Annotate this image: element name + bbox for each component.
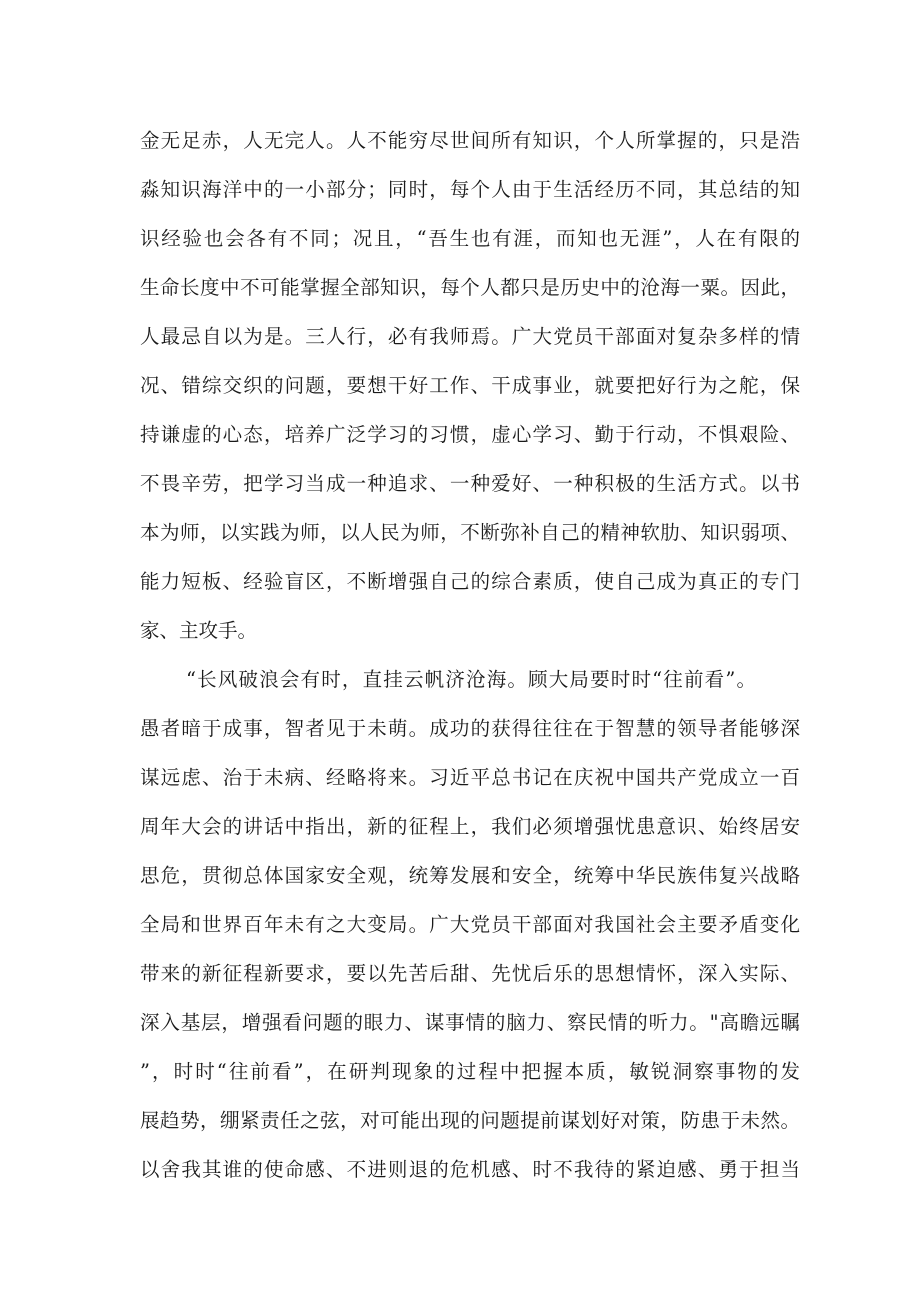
text-line: 生命长度中不可能掌握全部知识，每个人都只是历史中的沧海一粟。因此， [140,276,800,299]
text-line: ”，时时“往前看”，在研判现象的过程中把握本质，敏锐洞察事物的发 [140,1060,800,1083]
text-line: 本为师，以实践为师，以人民为师，不断弥补自己的精神软肋、知识弱项、 [140,521,800,544]
text-line: 持谦虚的心态，培养广泛学习的习惯，虚心学习、勤于行动，不惧艰险、 [140,423,800,446]
text-line: 能力短板、经验盲区，不断增强自己的综合素质，使自己成为真正的专门 [140,570,800,593]
text-line: 带来的新征程新要求，要以先苦后甜、先忧后乐的思想情怀，深入实际、 [140,962,800,985]
text-line: 识经验也会各有不同；况且，“吾生也有涯，而知也无涯”，人在有限的 [140,227,800,250]
text-line: 思危，贯彻总体国家安全观，统筹发展和安全，统筹中华民族伟复兴战略 [140,864,800,887]
text-line: 谋远虑、治于未病、经略将来。习近平总书记在庆祝中国共产党成立一百 [140,766,800,789]
text-line: 淼知识海洋中的一小部分；同时，每个人由于生活经历不同，其总结的知 [140,178,800,201]
paragraph-first-line: “长风破浪会有时，直挂云帆济沧海。顾大局要时时“往前看”。 [186,668,756,691]
text-line: 全局和世界百年未有之大变局。广大党员干部面对我国社会主要矛盾变化 [140,913,800,936]
text-line: 愚者暗于成事，智者见于未萌。成功的获得往往在于智慧的领导者能够深 [140,717,800,740]
text-line: 况、错综交织的问题，要想干好工作、干成事业，就要把好行为之舵，保 [140,374,800,397]
text-line: 人最忌自以为是。三人行，必有我师焉。广大党员干部面对复杂多样的情 [140,325,800,348]
text-line: 深入基层，增强看问题的眼力、谋事情的脑力、察民情的听力。"高瞻远瞩 [140,1011,800,1034]
text-line: 以舍我其谁的使命感、不进则退的危机感、时不我待的紧迫感、勇于担当 [140,1158,800,1181]
text-line: 展趋势，绷紧责任之弦，对可能出现的问题提前谋划好对策，防患于未然。 [140,1109,800,1132]
text-line: 金无足赤，人无完人。人不能穷尽世间所有知识，个人所掌握的，只是浩 [140,129,800,152]
text-line: 周年大会的讲话中指出，新的征程上，我们必须增强忧患意识、始终居安 [140,815,800,838]
text-line: 不畏辛劳，把学习当成一种追求、一种爱好、一种积极的生活方式。以书 [140,472,800,495]
text-line: 家、主攻手。 [140,619,258,642]
